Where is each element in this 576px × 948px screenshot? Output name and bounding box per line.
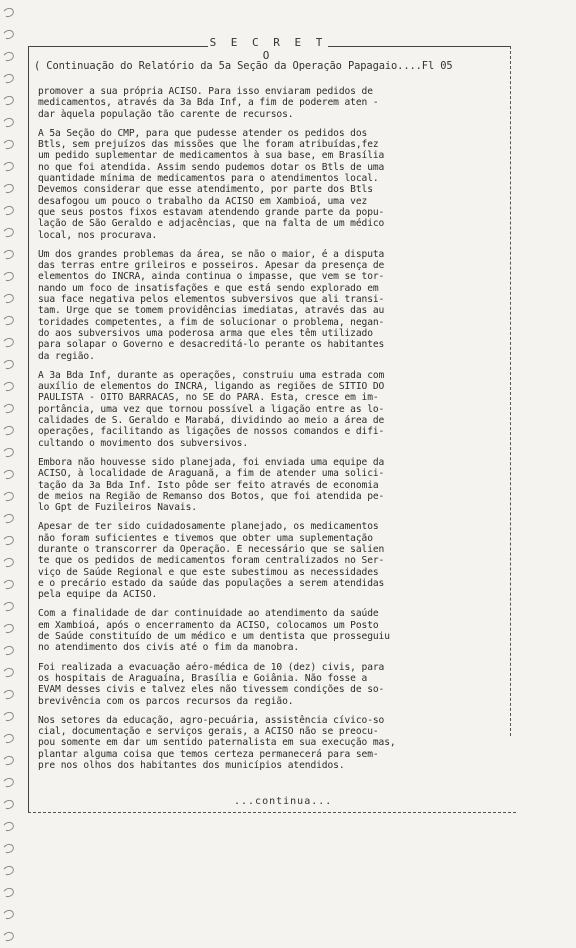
- binding-hole: [2, 138, 15, 150]
- binding-hole: [2, 908, 15, 920]
- paragraph-line: nando um foco de insatisfações e que está sendo explorado em: [38, 282, 379, 294]
- binding-hole: [2, 28, 15, 40]
- paragraph-line: sua face negativa pelos elementos subversivos que ali transi-: [38, 294, 385, 306]
- classification-mark: S E C R E T O: [209, 36, 327, 62]
- binding-hole: [2, 160, 15, 172]
- paragraph-line: operações, facilitando as ligações de nossos comandos e difi-: [38, 426, 385, 438]
- binding-hole: [2, 622, 15, 634]
- paragraph-line: pela equipe da ACISO.: [38, 589, 158, 601]
- binding-hole: [2, 556, 15, 568]
- binding-hole: [2, 490, 15, 502]
- paragraph-line: no que foi atendida. Assim sendo pudemos dotar os Btls de uma: [38, 161, 385, 173]
- paragraph-line: ACISO, à localidade de Araguanã, a fim de atender uma solici-: [38, 468, 385, 480]
- binding-hole: [2, 204, 15, 216]
- paragraph-line: Um dos grandes problemas da área, se não o maior, é a disputa: [38, 248, 385, 260]
- paragraph-line: de Saúde constituído de um médico e um dentista que prosseguiu: [38, 631, 390, 643]
- paragraph-line: viço de Saúde Regional e que este subestimou as necessidades: [38, 566, 379, 578]
- paragraph-line: desafogou um pouco o trabalho da ACISO em Xambioá, uma vez: [38, 195, 368, 207]
- binding-hole: [2, 380, 15, 392]
- report-paragraph: [38, 521, 506, 600]
- paragraph-line: do aos subversivos uma poderosa arma que eles têm utilizado: [38, 327, 373, 339]
- binding-hole: [2, 688, 15, 700]
- paragraph-line: plantar alguma coisa que temos certeza permanecerá para sem-: [38, 748, 379, 760]
- paragraph-line: das terras entre grileiros e posseiros. Apesar da presença de: [38, 260, 385, 272]
- paragraph-line: PAULISTA - OITO BARRACAS, no SE do PARÁ. Esta, cresce em im-: [38, 392, 379, 404]
- binding-hole: [2, 754, 15, 766]
- paragraph-line: Devemos considerar que esse atendimento, por parte dos Btls: [38, 184, 373, 196]
- paragraph-line: dar àquela população tão carente de recursos.: [38, 108, 294, 120]
- paragraph-line: para solapar o Governo e desacreditá-lo perante os habitantes: [38, 339, 385, 351]
- page-frame-right: [510, 46, 511, 736]
- binding-hole: [2, 72, 15, 84]
- report-paragraph: [38, 128, 506, 241]
- report-paragraph: [38, 457, 506, 513]
- paragraph-line: cultando o movimento dos subversivos.: [38, 437, 249, 449]
- binding-hole: [2, 842, 15, 854]
- binding-hole: [2, 798, 15, 810]
- binding-hole: [2, 732, 15, 744]
- binding-hole: [2, 446, 15, 458]
- binding-hole: [2, 116, 15, 128]
- binding-hole: [2, 666, 15, 678]
- paragraph-line: medicamentos, através da 3a Bda Inf, a fim de poderem aten -: [38, 97, 379, 109]
- binding-hole: [2, 94, 15, 106]
- binding-hole: [2, 424, 15, 436]
- binding-holes: [0, 0, 18, 948]
- binding-hole: [2, 644, 15, 656]
- binding-hole: [2, 534, 15, 546]
- binding-hole: [2, 270, 15, 282]
- page-frame-left: [28, 46, 29, 812]
- paragraph-line: toridades competentes, a fim de solucionar o problema, negan-: [38, 316, 385, 328]
- paragraph-line: Btls, sem prejuízos das missões que lhe foram atribuídas,fez: [38, 139, 379, 151]
- paragraph-line: promover a sua própria ACISO. Para isso enviaram pedidos de: [38, 86, 373, 97]
- binding-hole: [2, 6, 15, 18]
- paragraph-line: pou somente em dar um sentido paternalista em sua execução mas,: [38, 737, 396, 749]
- report-paragraph: [38, 662, 506, 707]
- paragraph-line: quantidade mínima de medicamentos para o atendimentos local.: [38, 173, 379, 185]
- paragraph-line: local, nos procurava.: [38, 229, 158, 241]
- document-page: [28, 34, 516, 814]
- paragraph-line: que seus postos fixos estavam atendendo grande parte da popu-: [38, 206, 385, 218]
- paragraph-line: durante o transcorrer da Operação. É necessário que se salien: [38, 543, 385, 555]
- paragraph-line: da região.: [38, 350, 95, 362]
- binding-hole: [2, 248, 15, 260]
- binding-hole: [2, 512, 15, 524]
- binding-hole: [2, 776, 15, 788]
- binding-hole: [2, 336, 15, 348]
- report-paragraph: [38, 370, 506, 449]
- binding-hole: [2, 600, 15, 612]
- paragraph-line: e o precário estado da saúde das populações a serem atendidas: [38, 577, 385, 589]
- binding-hole: [2, 930, 15, 942]
- paragraph-line: cial, documentação e serviços gerais, a ACISO não se preocu-: [38, 726, 379, 738]
- binding-hole: [2, 402, 15, 414]
- paragraph-line: no atendimento dos civis até o fim da manobra.: [38, 642, 300, 654]
- binding-hole: [2, 468, 15, 480]
- paragraph-line: os hospitais de Araguaína, Brasília e Goiânia. Não fosse a: [38, 672, 368, 684]
- binding-hole: [2, 820, 15, 832]
- paragraph-line: Apesar de ter sido cuidadosamente planejado, os medicamentos: [38, 521, 379, 533]
- paragraph-line: EVAM desses civis e talvez eles não tivessem condições de so-: [38, 684, 385, 696]
- binding-hole: [2, 578, 15, 590]
- binding-hole: [2, 358, 15, 370]
- paragraph-line: portância, uma vez que tornou possível a ligação entre as lo-: [38, 403, 385, 415]
- page-frame-bottom: [28, 812, 516, 813]
- paragraph-line: pre nos olhos dos habitantes dos municípios atendidos.: [38, 760, 345, 772]
- paragraph-line: Embora não houvesse sido planejada, foi enviada uma equipe da: [38, 456, 385, 468]
- paragraph-line: Com a finalidade de dar continuidade ao atendimento da saúde: [38, 608, 379, 620]
- paragraph-line: te que os pedidos de medicamentos foram centralizados no Ser-: [38, 555, 385, 567]
- report-paragraph: [38, 249, 506, 362]
- binding-hole: [2, 182, 15, 194]
- paragraph-line: lação de São Geraldo e adjacências, que na falta de um médico: [38, 218, 385, 230]
- binding-hole: [2, 710, 15, 722]
- paragraph-line: tam. Urge que se tomem providências imediatas, através das au: [38, 305, 385, 317]
- paragraph-line: um pedido suplementar de medicamentos à sua base, em Brasília: [38, 150, 385, 162]
- paragraph-line: brevivência com os parcos recursos da região.: [38, 695, 294, 707]
- binding-hole: [2, 50, 15, 62]
- paragraph-line: em Xambioá, após o encerramento da ACISO, colocamos um Posto: [38, 619, 379, 631]
- paragraph-line: lo Gpt de Fuzileiros Navais.: [38, 502, 197, 514]
- report-paragraph: [38, 608, 506, 653]
- paragraph-line: de meios na Região de Remanso dos Botos, que foi atendida pe-: [38, 490, 385, 502]
- binding-hole: [2, 226, 15, 238]
- binding-hole: [2, 292, 15, 304]
- report-paragraph: [38, 715, 506, 771]
- paragraph-line: A 5a Seção do CMP, para que pudesse atender os pedidos dos: [38, 127, 368, 139]
- paragraph-line: calidades de S. Geraldo e Marabá, dividindo ao meio a área de: [38, 415, 385, 427]
- paragraph-line: tação da 3a Bda Inf. Isto pôde ser feito através de economia: [38, 479, 379, 491]
- report-paragraph: [38, 86, 506, 120]
- paragraph-line: Foi realizada a evacuação aéro-médica de 10 (dez) civis, para: [38, 661, 385, 673]
- paragraph-line: auxílio de elementos do INCRA, ligando as regiões de SÍTIO DO: [38, 381, 385, 393]
- report-body: [38, 86, 506, 779]
- document-header: ( Continuação do Relatório da 5a Seção da Operação Papagaio....Fl 05: [34, 60, 453, 72]
- paragraph-line: elementos do INCRA, ainda continua o impasse, que vem se tor-: [38, 271, 385, 283]
- binding-hole: [2, 314, 15, 326]
- paragraph-line: Nos setores da educação, agro-pecuária, assistência cívico-so: [38, 714, 385, 726]
- paragraph-line: A 3a Bda Inf, durante as operações, construiu uma estrada com: [38, 369, 385, 381]
- continuation-footer: ...continua...: [234, 796, 333, 807]
- binding-hole: [2, 886, 15, 898]
- binding-hole: [2, 864, 15, 876]
- paragraph-line: não foram suficientes e tivemos que obter uma suplementação: [38, 532, 373, 544]
